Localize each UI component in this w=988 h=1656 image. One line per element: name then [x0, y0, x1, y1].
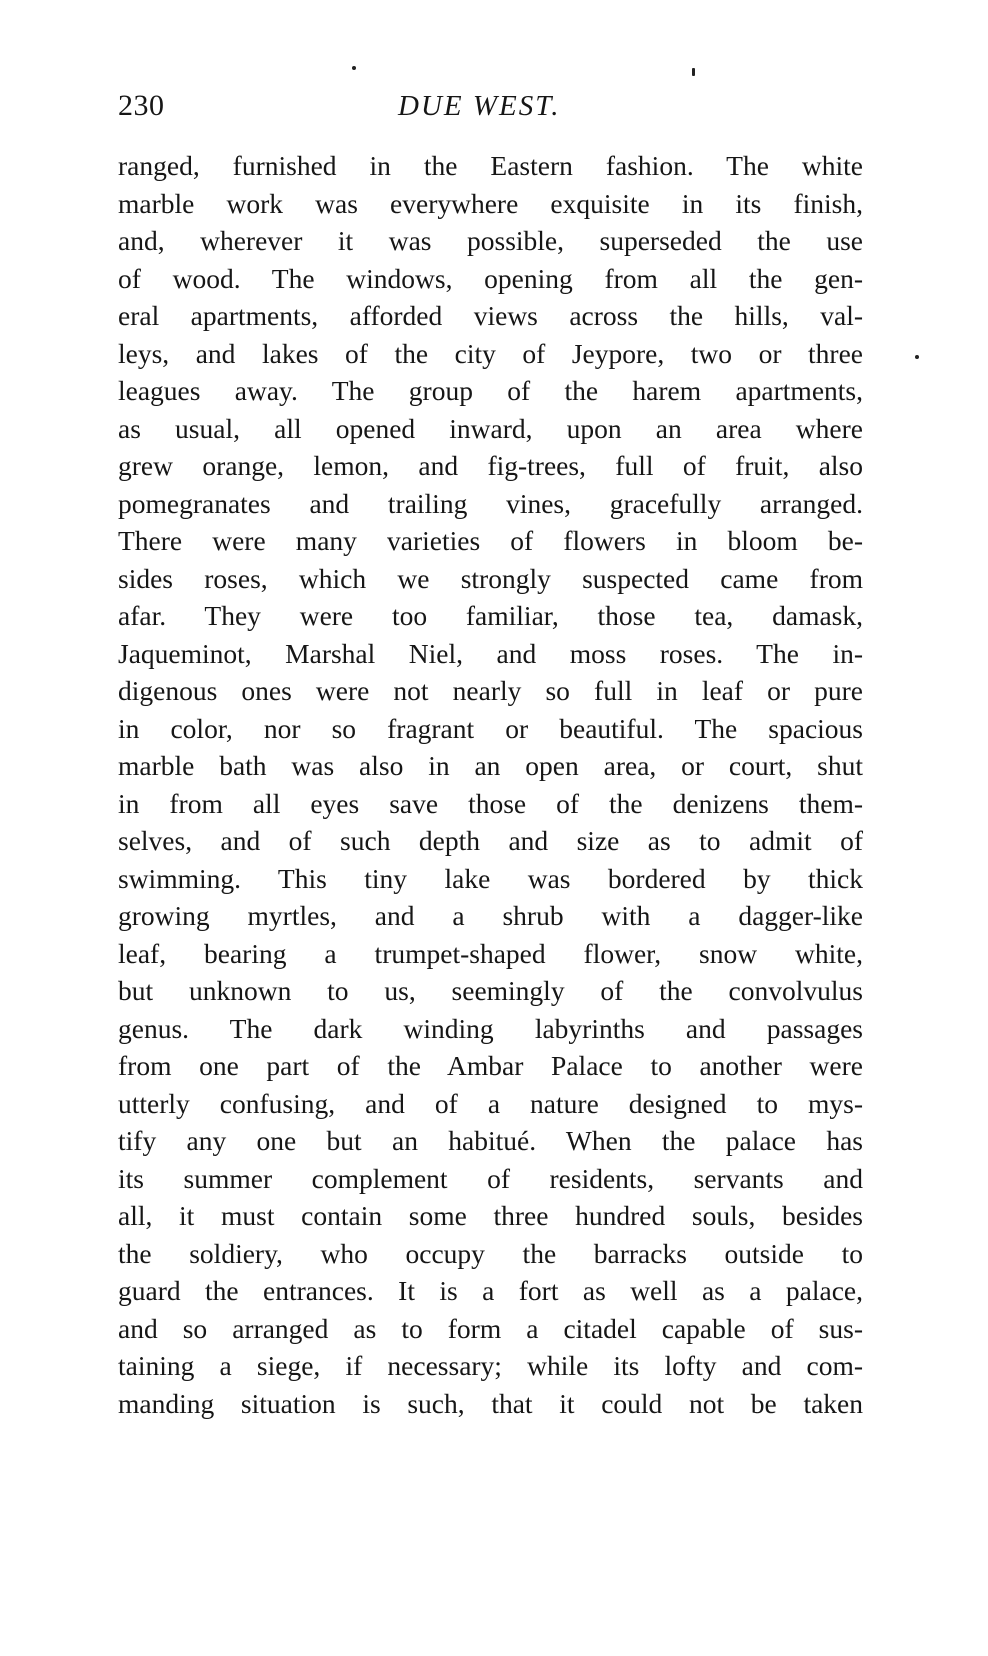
text-line: and, wherever it was possible, superseded the use — [118, 225, 863, 256]
text-line: leys, and lakes of the city of Jeypore, two or three — [118, 337, 863, 369]
text-line: marble work was everywhere exquisite in its finish, — [118, 187, 863, 219]
text-line: grew orange, lemon, and fig-trees, full of fruit, also — [118, 450, 863, 481]
print-speck — [352, 66, 356, 70]
text-line: pomegranates and trailing vines, gracefully arranged. — [118, 487, 863, 519]
text-line: in from all eyes save those of the denizens them- — [118, 787, 863, 819]
running-title: DUE WEST. — [398, 90, 561, 122]
text-line: leaf, bearing a trumpet-shaped flower, snow white, — [118, 937, 863, 969]
text-line: but unknown to us, seemingly of the convolvulus — [118, 975, 863, 1006]
text-line: its summer complement of residents, servants and — [118, 1162, 863, 1194]
text-line: Jaqueminot, Marshal Niel, and moss roses. The in- — [118, 637, 863, 669]
text-line: selves, and of such depth and size as to admit of — [118, 825, 863, 856]
text-line: leagues away. The group of the harem apartments, — [118, 375, 863, 406]
text-line: in color, nor so fragrant or beautiful. The spacious — [118, 712, 863, 744]
text-line: marble bath was also in an open area, or court, shut — [118, 750, 863, 781]
print-speck — [915, 355, 919, 359]
text-line: utterly confusing, and of a nature designed to mys- — [118, 1087, 863, 1119]
text-line: swimming. This tiny lake was bordered by thick — [118, 862, 863, 894]
text-line: taining a siege, if necessary; while its lofty and com- — [118, 1350, 863, 1381]
text-line: eral apartments, afforded views across the hills, val- — [118, 300, 863, 331]
text-line: digenous ones were not nearly so full in leaf or pure — [118, 675, 863, 706]
page-header — [118, 86, 863, 130]
text-line: the soldiery, who occupy the barracks outside to — [118, 1237, 863, 1269]
page-number: 230 — [118, 89, 165, 122]
text-line: as usual, all opened inward, upon an area where — [118, 412, 863, 444]
body-paragraph — [118, 147, 863, 1422]
text-line: growing myrtles, and a shrub with a dagger-like — [118, 900, 863, 931]
print-speck — [692, 68, 695, 76]
text-line: genus. The dark winding labyrinths and passages — [118, 1012, 863, 1044]
text-line: There were many varieties of flowers in bloom be- — [118, 525, 863, 556]
text-line: manding situation is such, that it could not be taken — [118, 1387, 863, 1419]
text-line: tify any one but an habitué. When the palace has — [118, 1125, 863, 1156]
text-line: all, it must contain some three hundred souls, besides — [118, 1200, 863, 1231]
text-line: afar. They were too familiar, those tea, damask, — [118, 600, 863, 631]
text-line: and so arranged as to form a citadel capable of sus- — [118, 1312, 863, 1344]
text-line: from one part of the Ambar Palace to another were — [118, 1050, 863, 1081]
text-line: of wood. The windows, opening from all the gen- — [118, 262, 863, 294]
text-line: sides roses, which we strongly suspected came from — [118, 562, 863, 594]
text-line: guard the entrances. It is a fort as well as a palace, — [118, 1275, 863, 1306]
text-line: ranged, furnished in the Eastern fashion. The white — [118, 150, 863, 181]
